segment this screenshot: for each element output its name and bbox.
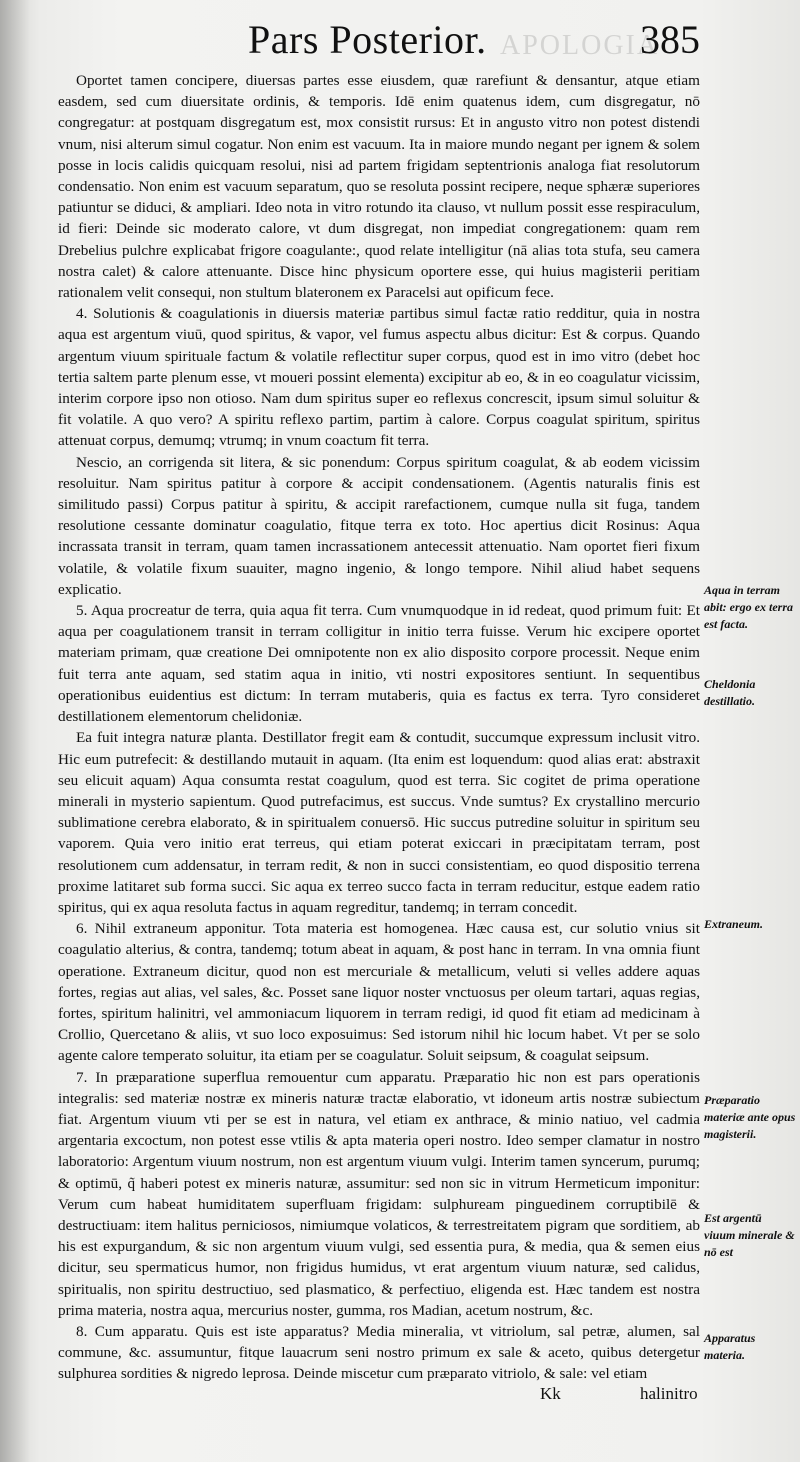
margin-note: Præparatio materiæ ante opus magisterii. xyxy=(704,1093,796,1141)
catchword: halinitro xyxy=(640,1384,698,1403)
paragraph: 5. Aqua procreatur de terra, quia aqua fit terra. Cum vnumquodque in id redeat, quod primum fuit: Et aqua per coagulationem transit in terram colligitur in initio terra fuisse. Verum hic excipere oportet materiam primam, quæ creatione Dei omnipotente non ex alio disposito corpore processit. Neque enim fuit terra ante aquam, sed statim aqua in initio, vti nostri expositores sentiunt. In sequentibus operationibus euidentius est dictum: In terram mutaberis, quia es factus ex terra. Tyro consideret destillationem elementorum chelidoniæ. xyxy=(58,602,700,726)
paragraph: 4. Solutionis & coagulationis in diuersis materiæ partibus simul factæ ratio redditur, quia in nostra aqua est argentum viuū, quod spiritus, & vapor, vel fumus aspectu albus dicitur: Est & corpus. Quando argentum viuum spirituale factum & volatile reflectitur super corpus, quod est in imo vitro (debet hoc tertia saltem parte plenum esse, vt moueri possint elementa) excipitur ab eo, & in eo coagulatur vicissim, interim corpore ipso non otioso. Nam dum spiritus super eo reflexus concrescit, ipsum simul soluitur & fit volatile. A quo vero? A spiritu reflexo partim, partim à calore. Corpus coagulat spiritum, spiritus attenuat corpus, demumq; vtrumq; in vnum coactum fit terra. xyxy=(58,305,700,450)
paragraph: 6. Nihil extraneum apponitur. Tota materia est homogenea. Hæc causa est, cur solutio vnius sit coagulatio alterius, & contra, tandemq; totum abeat in aquam, & post hanc in terram. In vna omnia fiunt operatione. Extraneum dicitur, quod non est mercuriale & metallicum, veluti si velles addere aquas fortes, regias aut alias, vel sales, &c. Posset sane liquor noster vnctuosus per oleum tartari, aquas regias, fortes, spiritum halinitri, vel ammoniacum liquorem in terram redigi, id quod fit etiam ad medicinam à Crollio, Quercetano & aliis, vt suo loco exposuimus: Sed istorum nihil hic locum habet. Vt per se solo agente calore temperato soluitur, ita etiam per se coagulatur. Soluit seipsum, & coagulat seipsum. xyxy=(58,920,700,1065)
paragraph: Oportet tamen concipere, diuersas partes esse eiusdem, quæ rarefiunt & densantur, atque etiam easdem, sed cum diuersitate ordinis, & temporis. Idē enim quatenus idem, cum disgregatur, nō congregatur: at postquam disgregatum est, mox consistit rursus: Et in angusto vitro non potest distendi vnum, nisi alterum simul cogatur. Non enim est vacuum. Ita in maiore mundo negant per ignem & solem posse in locis calidis quicquam resolui, nisi ad partem frigidam septentrionis analoga fiat resolutorum condensatio. Non enim est vacuum separatum, quo se resoluta possint recipere, neque sphæræ superiores patiuntur se diduci, & ampliari. Ideo nota in vitro rotundo ita clauso, vt nullum possit esse respiraculum, id fieri: Deinde sic moderato calore, vt dum disgregat, non impediat congregationem: quam rem Drebelius pulchre explicabat frigore coagulante:, quod relate intelligitur (nā alias tota stufa, seu camera nostra calet) & calore attenuante. Disce hinc physicum oportere esse, qui huius magisterii peritiam rationalem velit consequi, non stultum blateronem ex Paracelsi aut opificum fece. xyxy=(58,72,700,302)
margin-note: Extraneum. xyxy=(704,917,764,931)
margin-note: Aqua in terram abit: ergo ex terra est facta. xyxy=(704,583,793,631)
paragraph: Nescio, an corrigenda sit litera, & sic ponendum: Corpus spiritum coagulat, & ab eodem vicissim resoluitur. Nam spiritus patitur à corpore & accipit condensationem. (Agentis naturalis finis est similitudo passi) Corpus patitur à spiritu, & accipit rarefactionem, cumque nulla sit fuga, tandem resolutione cessante dominatur coagulatio, fitque terra ex toto. Hoc apertius dicit Rosinus: Aqua incrassata transit in terram, quam tamen incrassationem antecessit attenuatio. Nam oportet fieri fixum volatile, & volatile fixum suauiter, magno ingenio, & longo tempore. Nihil aliud habet sequens explicatio. xyxy=(58,453,700,598)
page-header xyxy=(0,14,800,64)
paragraph: Ea fuit integra naturæ planta. Destillator fregit eam & contudit, succumque expressum inclusit vitro. Hic eum putrefecit: & destillando mutauit in aquam. (Ita enim est loquendum: quod alias erat: abstraxit seu elicuit aquam) Aqua consumta restat coagulum, quod est terra. Sic cogitet de prima operatione minerali in mysterio sapientum. Quod putrefacimus, est succus. Vnde sumtus? Ex crystallino mercurio sublimatione cerebra elaborato, & in spiritualem conuersō. Hic succus putredine soluitur in spiritum seu vaporem. Quia vero initio erat terreus, qui etiam poterat exiccari in præcipitatam terram, post resolutionem cum addensatur, in terram redit, & non in succi consistentiam, eo quod dispositio terrena proxime latitaret sub forma succi. Sic aqua ex terreo succo facta in terram reducitur, estque eadem ratio spiritus, qui ex aqua resoluta factus in aquam regreditur, tandemq; in terram concedit. xyxy=(58,729,700,916)
page-number: 385 xyxy=(640,17,700,62)
bleed-through-text: APOLOGIA xyxy=(500,30,660,61)
gutter-shadow xyxy=(0,0,30,1462)
paragraph: 7. In præparatione superflua remouentur cum apparatu. Præparatio hic non est pars operationis integralis: sed materiæ nostræ ex mineris naturæ tractæ elaboratio, vt idoneum artis nostræ subiectum fiat. Argentum viuum vti per se est in natura, vel etiam ex anthrace, & minio natiuo, vel cadmia argentaria excoctum, non potest esse vtilis & apta materia operi nostro. Ideo semper clamatur in nostro laboratorio: Argentum viuum nostrum, non est argentum viuum vulgi. Interim tamen syncerum, purumq; & optimū, q̃ haberi potest ex mineris naturæ, assumitur: sed non sic in vitrum Hermeticum imponitur: Verum cum habeat humiditatem superfluam frigidam: sulphuream pinguedinem corruptibilē & destructiuam: item halitus perniciosos, nimiumque volaticos, & terrestreitatem pigram que sorditiem, ab his est expurgandum, & sic non argentum viuum vulgi, sed essentia pura, & media, qua & semen eius dicitur, seu spermaticus humor, non frigidus humidus, vt erat argentum viuum naturæ, sed calidus, spiritualis, non spiritu destructiuo, sed plasmatico, & perfectiuo, eligenda est. Hæc tandem est nostra prima materia, nostra aqua, mercurius noster, gumma, ros Madian, acetum nostrum, &c. xyxy=(58,1068,700,1319)
main-text xyxy=(58,70,700,1385)
running-title: Pars Posterior. xyxy=(248,17,487,62)
paragraph: 8. Cum apparatu. Quis est iste apparatus? Media mineralia, vt vitriolum, sal petræ, alumen, sal commune, &c. assumuntur, fitque lauacrum seni nostro primum ex sale & aceto, quibus detergetur sulphurea sordities & nigredo leprosa. Deinde miscetur cum præparato vitriolo, & sale: vel etiam xyxy=(58,1322,700,1383)
margin-note: Est argentū viuum minerale & nō est xyxy=(704,1211,795,1259)
margin-note: Apparatus materia. xyxy=(704,1331,756,1362)
margin-note: Cheldonia destillatio. xyxy=(704,677,756,708)
signature-mark: Kk xyxy=(540,1384,561,1403)
